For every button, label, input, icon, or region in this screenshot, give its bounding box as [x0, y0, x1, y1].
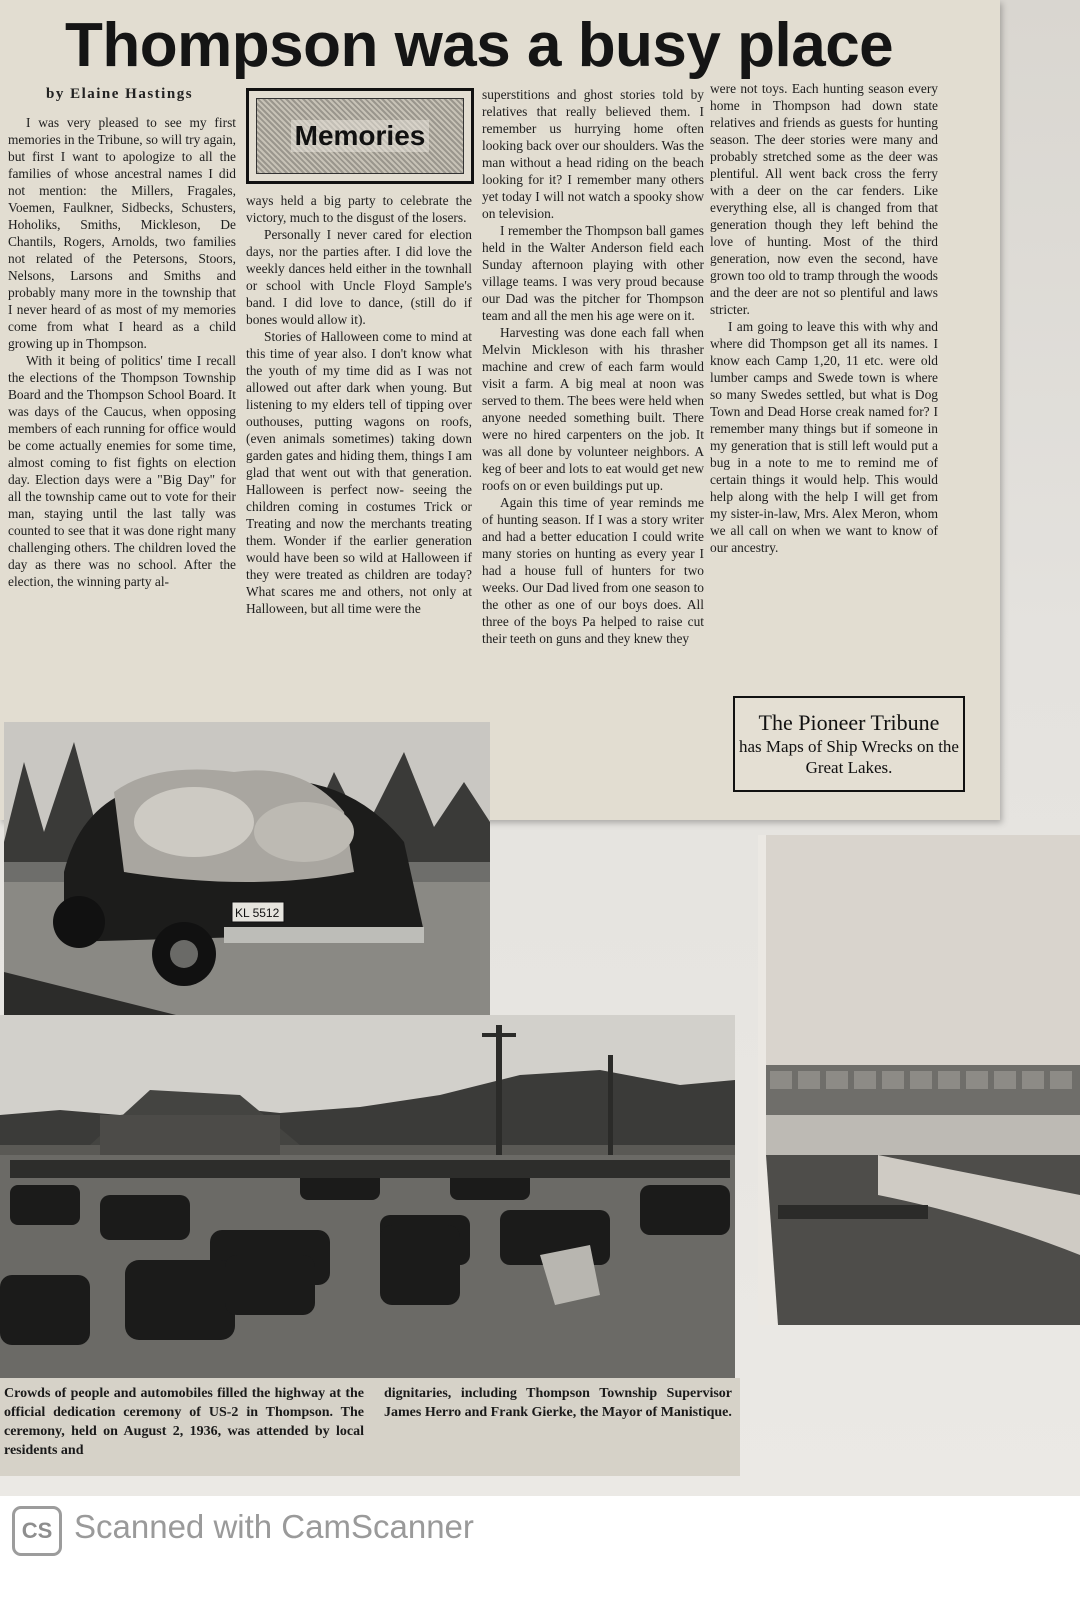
section-label: Memories — [291, 120, 430, 152]
paragraph: I am going to leave this with why and where did Thompson get all its names. I know each Camp 1,20, 11 etc. were old lumber camps and Swede town is where so many Swedes settled, but what is Dog Town and Dead Horse creak named for? I remember many things but if someone in my generation that is still left would put a bug in a note to me to remind me of certain things it would help. This would help along with the help I will get from my sister-in-law, Mrs. Alex Meron, whom we all call on when we want to know of our ancestry. — [710, 319, 938, 555]
caption-left: Crowds of people and automobiles filled the highway at the official dedication ceremony of US-2 in Thompson. The ceremony, held on August 2, 1936, was attended by local residents and — [4, 1386, 364, 1458]
paragraph: I remember the Thompson ball games held in the Walter Anderson field each Sunday afternoon playing with other village teams. I was very proud because our Dad was the pitcher for Thompson team and all the men his age were on it. — [482, 223, 704, 323]
article-column-3 — [482, 86, 704, 796]
section-label-box — [246, 88, 474, 184]
paragraph: were not toys. Each hunting season every home in Thompson had down state relatives and friends as guests for hunting season. The deer stories were many and probably stretched some as the deer was plentiful. All went back cross the ferry with a deer on the car fenders. Like everything else, all is changed from that generation though they left behind the love of hunting. Most of the third generation, now even the second, have grown too old to tramp through the woods and the deer are not so plentiful and laws stricter. — [710, 81, 938, 317]
paragraph: Again this time of year reminds me of hunting season. If I was a story writer and had a better education I could write many stories on hunting as every year I had a house full of hunters for two weeks. Our Dad lived from one season to the other as one of our boys does. All three of the boys Pa helped to raise cut their teeth on guns and they knew they — [482, 495, 704, 646]
paragraph: Stories of Halloween come to mind at this time of year also. I don't know what the youth of my time did as I was not allowed out after dark when young. But listening to my elders tell of tipping over outhouses, putting wagons on roofs, (even animals sometimes) taking down garden gates and hiding them, things I am glad that went out with that generation. Halloween is perfect now- seeing the children coming in costumes Trick or Treating and now the merchants treating them. Wonder if the earlier generation would have been so wild at Halloween if they were treated as children are today? What scares me and others, not only at Halloween, but all time were the — [246, 329, 472, 616]
paragraph: Personally I never cared for election days, nor the parties after. I did love the weekly dances held either in the townhall or school with Uncle Floyd Sample's band. I did love to dance, (still do if bones would allow it). — [246, 227, 472, 327]
license-plate: KL 5512 — [235, 906, 280, 920]
watermark-text: Scanned with CamScanner — [74, 1508, 474, 1545]
article-column-4 — [710, 80, 938, 690]
camscanner-watermark — [0, 1496, 1080, 1601]
headline: Thompson was a busy place — [65, 11, 894, 80]
advertisement-title: The Pioneer Tribune — [758, 710, 940, 735]
article-column-1 — [8, 114, 236, 726]
paragraph: superstitions and ghost stories told by relatives that really believed them. I remember us hurrying home often looking back over our shoulders. Was the man without a head riding on the beach looking for it? I remember many others yet today I will not watch a spooky show on television. — [482, 87, 704, 221]
paragraph: I was very pleased to see my first memories in the Tribune, so will try again, but first I want to apologize to all the families of whose ancestral names I did not mention: the Millers, Fragales, Voemen, Faulkner, Sidbecks, Schusters, Hoholiks, Smiths, Mickleson, De Chantils, Rogers, Arnolds, two families not related of the Petersons, Stoors, Nelsons, Larsons and Smiths and probably many more in the township that I never heard of as most of my memories come from what I heard as a child growing up in Thompson. — [8, 115, 236, 351]
paragraph: With it being of politics' time I recall the elections of the Thompson Township Board and the Thompson School Board. It was days of the Caucus, when opposing members of each running for office would be come actually enemies for some time, almost coming to fist fights on election day. Election days were a "Big Day" for all the township came out to vote for their man, staying until the last tally was counted to see that it was done right many challenging others. The children loved the day as there was no school. After the election, the winning party al- — [8, 353, 236, 589]
photo-dedication-crowd — [0, 1015, 735, 1385]
newspaper-clipping — [0, 0, 1000, 820]
paragraph: Harvesting was done each fall when Melvin Mickleson with his thrasher machine and crew of each farm would visit a farm. A big meal at noon was served to them. The bees were held when anyone needed something built. There were no hired carpenters on the job. It was all done by volunteer neighbors. A keg of beer and lots to eat would get new roofs on or even buildings put up. — [482, 325, 704, 493]
photo-shoreline-pilings — [758, 835, 1080, 1325]
advertisement-box — [733, 696, 965, 792]
byline: by Elaine Hastings — [46, 86, 194, 102]
paragraph: ways held a big party to celebrate the victory, much to the disgust of the losers. — [246, 193, 472, 225]
article-column-2 — [246, 192, 472, 727]
caption-right: dignitaries, including Thompson Township Supervisor James Herro and Frank Gierke, the Mayor of Manistique. — [384, 1386, 732, 1420]
advertisement-subtitle: has Maps of Ship Wrecks on the Great Lakes. — [739, 737, 959, 777]
photo-car-with-deer — [4, 722, 490, 1022]
section-label-shading — [256, 98, 464, 174]
photo-caption — [0, 1378, 740, 1476]
camscanner-logo-icon: CS — [12, 1506, 62, 1556]
